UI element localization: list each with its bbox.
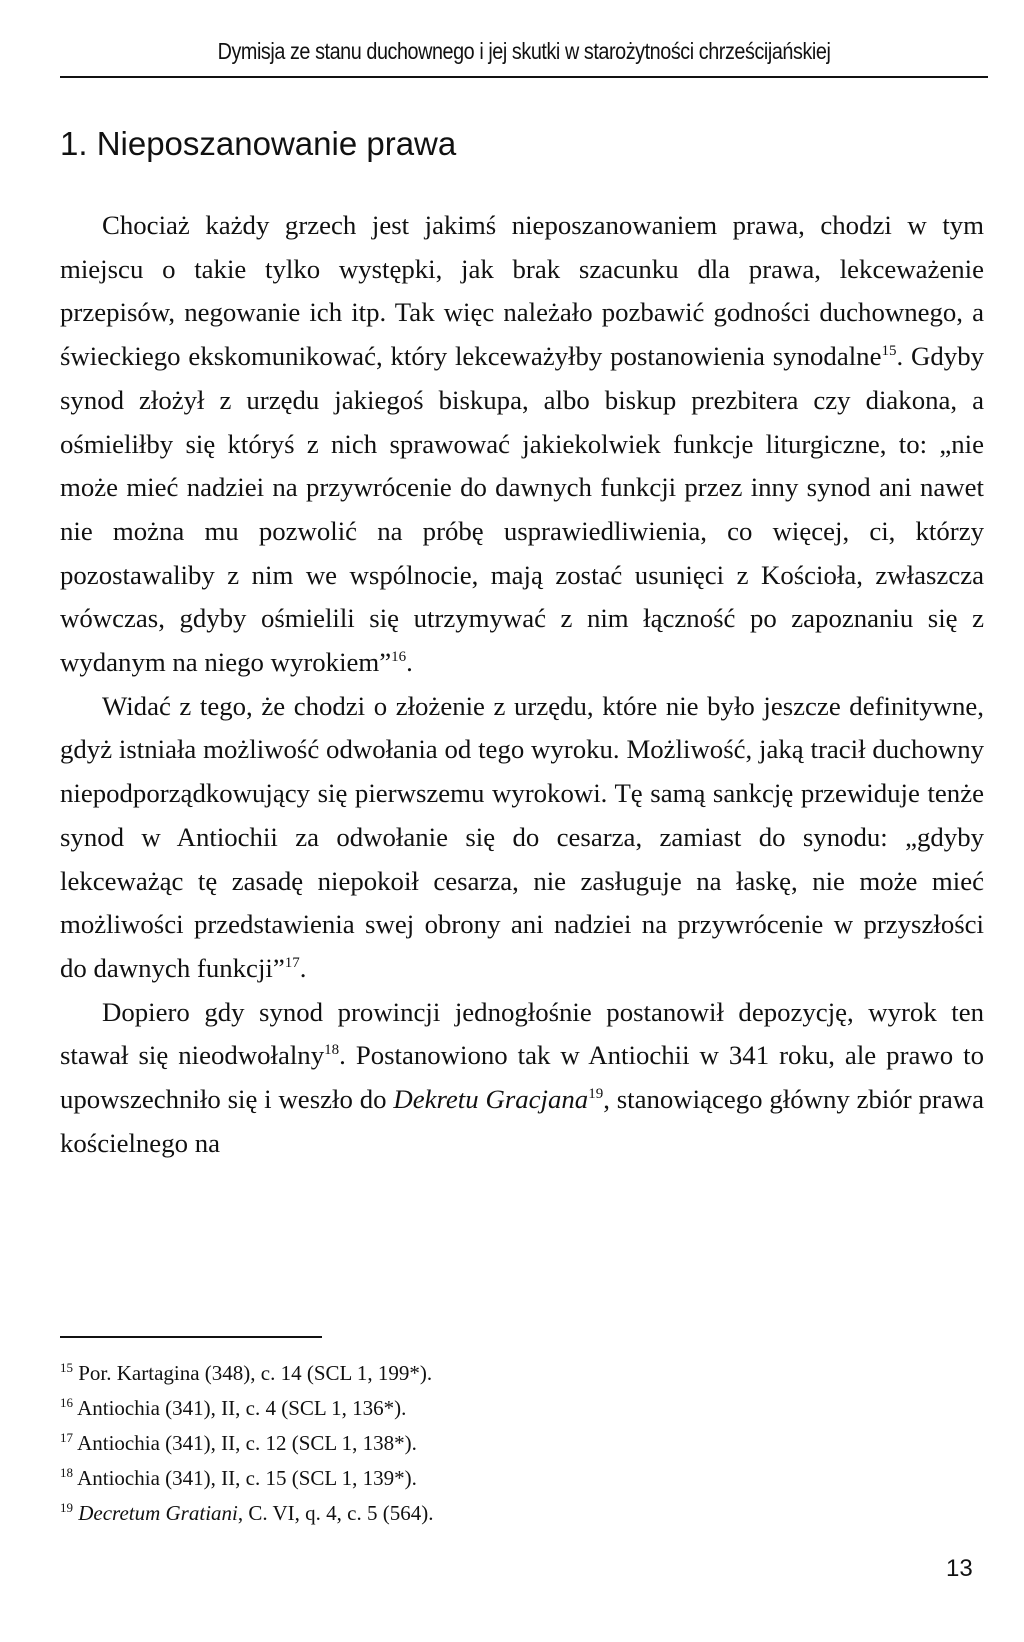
- page-number: 13: [946, 1555, 973, 1582]
- footnote-ref-18: 18: [324, 1042, 340, 1059]
- header-rule: [60, 76, 988, 78]
- text-span: .: [406, 647, 413, 678]
- footnote-15: [60, 1356, 760, 1391]
- footnote-16: [60, 1391, 760, 1426]
- footnote-text: Antiochia (341), II, c. 12 (SCL 1, 138*).: [77, 1431, 417, 1455]
- paragraph-2: [60, 685, 984, 991]
- footnote-number: 17: [60, 1430, 73, 1445]
- text-span: . Postanowiono tak w Antiochii w 341 roku, ale prawo to upowszechniło się i weszło do: [60, 1040, 984, 1115]
- footnote-text: Antiochia (341), II, c. 4 (SCL 1, 136*).: [77, 1396, 407, 1420]
- text-span: . Gdyby synod złożył z urzędu jakiegoś biskupa, albo biskup prezbitera czy diakona, a ośmieliłby się któryś z nich sprawować jakiekolwiek funkcje liturgiczne, to: „nie może mieć nadziei na przywrócenie do dawnych funkcji przez inny synod ani nawet nie można mu pozwolić na próbę usprawiedliwienia, co więcej, ci, którzy pozostawaliby z nim we wspólnocie, mają zostać usunięci z Kościoła, zwłaszcza wówczas, gdyby ośmielili się utrzymywać z nim łączność po zapoznaniu się z wydanym na niego wyrokiem”: [60, 341, 984, 678]
- footnote-17: [60, 1426, 760, 1461]
- footnote-number: 18: [60, 1465, 73, 1480]
- footnote-text: , C. VI, q. 4, c. 5 (564).: [237, 1501, 434, 1525]
- text-span: , stanowiącego główny zbiór prawa kościelnego na: [60, 1084, 984, 1158]
- footnote-rule: [60, 1336, 322, 1338]
- paragraph-3: [60, 991, 984, 1166]
- text-span: Chociaż każdy grzech jest jakimś nieposzanowaniem prawa, chodzi w tym miejscu o takie tylko występki, jak brak szacunku dla prawa, lekceważenie przepisów, negowanie ich itp. Tak więc należało pozbawić godności duchownego, a świeckiego ekskomunikować, który lekceważyłby postanowienia synodalne: [60, 210, 984, 372]
- text-span: Widać z tego, że chodzi o złożenie z urzędu, które nie było jeszcze definitywne, gdyż istniała możliwość odwołania od tego wyroku. Możliwość, jaką tracił duchowny niepodporządkowujący się pierwszemu wyrokowi. Tę samą sankcję przewiduje tenże synod w Antiochii za odwołanie się do cesarza, zamiast do synodu: „gdyby lekceważąc tę zasadę niepokoił cesarza, nie zasługuje na łaskę, nie może mieć możliwości przedstawienia swej obrony ani nadziei na przywrócenie w przyszłości do dawnych funkcji”: [60, 690, 984, 983]
- text-span: .: [299, 952, 307, 983]
- section-title: 1. Nieposzanowanie prawa: [60, 125, 457, 162]
- text-span: Dopiero gdy synod prowincji jednogłośnie postanowił depozycję, wyrok ten stawał się nieodwołalny: [60, 996, 984, 1071]
- footnote-19: [60, 1496, 760, 1531]
- footnote-italic: Decretum Gratiani: [78, 1501, 238, 1525]
- footnote-ref-16: 16: [391, 649, 407, 666]
- footnote-ref-17: 17: [284, 954, 300, 971]
- footnote-text: Antiochia (341), II, c. 15 (SCL 1, 139*).: [77, 1466, 417, 1490]
- footnote-number: 15: [60, 1360, 73, 1375]
- footnote-ref-15: 15: [881, 343, 897, 360]
- body-text: [60, 204, 984, 1165]
- footnote-number: 19: [60, 1500, 73, 1515]
- italic-title: Dekretu Gracjana: [393, 1084, 589, 1115]
- running-header: Dymisja ze stanu duchownego i jej skutki w starożytności chrześcijańskiej: [217, 38, 831, 64]
- footnote-number: 16: [60, 1395, 73, 1410]
- footnote-18: [60, 1461, 760, 1496]
- footnotes: [60, 1356, 760, 1531]
- paragraph-1: [60, 204, 984, 685]
- footnote-text: Por. Kartagina (348), c. 14 (SCL 1, 199*).: [78, 1361, 433, 1385]
- footnote-ref-19: 19: [588, 1086, 604, 1103]
